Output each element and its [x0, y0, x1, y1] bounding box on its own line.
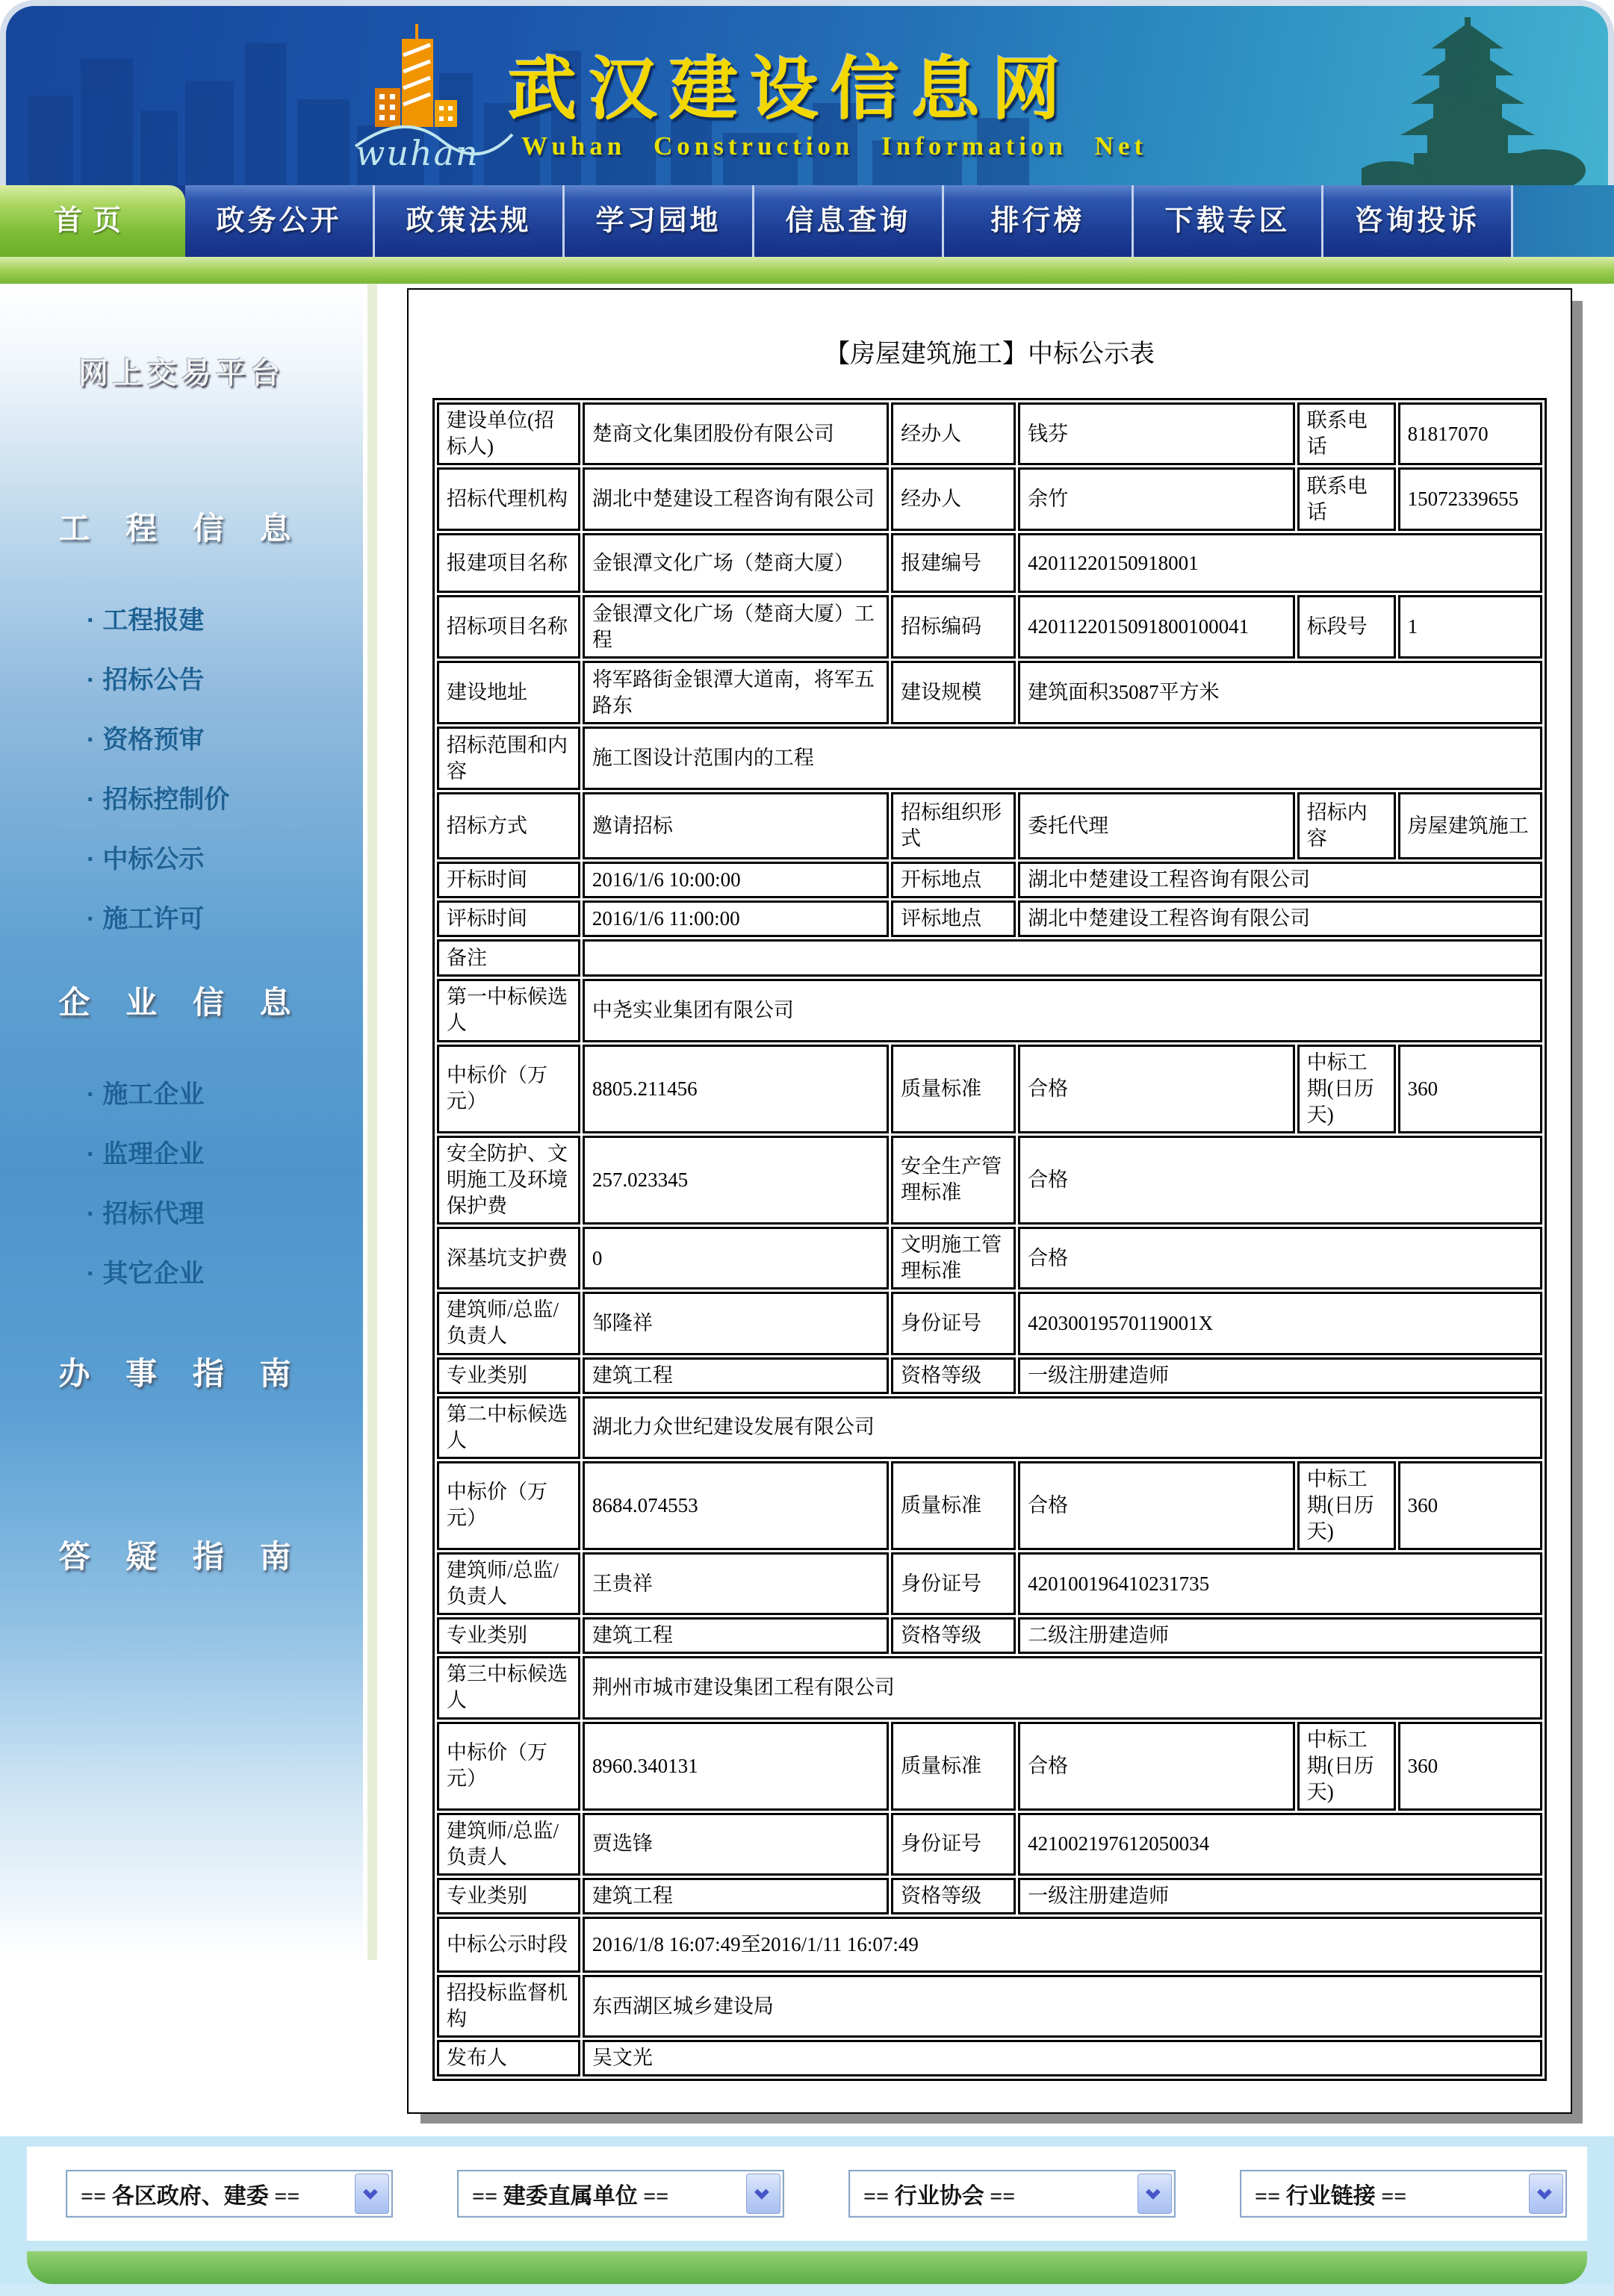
table-value-cell: 2016/1/8 16:07:49至2016/1/11 16:07:49: [583, 1917, 1542, 1973]
nav-tab-3[interactable]: 政策法规: [375, 185, 565, 257]
chevron-down-icon: [363, 2185, 378, 2200]
table-row: [437, 1878, 1542, 1914]
table-value-cell: 经办人: [891, 467, 1016, 531]
footer: [0, 2136, 1614, 2284]
table-value-cell: 0: [583, 1227, 889, 1289]
bullet-icon: ·: [87, 1140, 96, 1169]
sidebar: [0, 284, 363, 1960]
table-value-cell: 将军路街金银潭大道南，将军五路东: [583, 661, 889, 724]
table-value-cell: 257.023345: [583, 1136, 889, 1225]
dropdown-selected-value: == 各区政府、建委 ==: [81, 2184, 300, 2209]
table-value-cell: 8960.340131: [583, 1722, 889, 1811]
sidebar-item-label: 其它企业: [102, 1260, 205, 1288]
table-value-cell: 湖北中楚建设工程咨询有限公司: [1018, 862, 1542, 898]
main-content: [407, 288, 1572, 2136]
table-row: [437, 1357, 1542, 1394]
table-value-cell: 余竹: [1018, 467, 1295, 531]
table-row: [437, 467, 1542, 531]
table-value-cell: 4201122015091800100041: [1018, 595, 1295, 659]
table-value-cell: 合格: [1018, 1136, 1542, 1225]
footer-green-bar: [27, 2251, 1587, 2284]
sidebar-item[interactable]: [87, 1133, 363, 1170]
table-value-cell: 合格: [1018, 1461, 1295, 1550]
table-label-cell: 招标范围和内容: [437, 727, 580, 790]
sidebar-item[interactable]: [87, 839, 363, 875]
table-value-cell: 建筑工程: [583, 1617, 889, 1654]
sidebar-section-title: 答 疑 指 南: [58, 1539, 305, 1574]
table-value-cell: 王贵祥: [583, 1552, 889, 1615]
bullet-icon: ·: [87, 785, 96, 814]
nav-tab-1[interactable]: 首页: [0, 185, 185, 257]
sidebar-item-label: 监理企业: [102, 1140, 205, 1169]
sidebar-item[interactable]: [87, 898, 363, 935]
sidebar-item-label: 中标公示: [102, 845, 205, 874]
table-value-cell: 邹隆祥: [583, 1292, 889, 1354]
table-value-cell: 联系电话: [1297, 402, 1396, 465]
table-value-cell: 邀请招标: [583, 792, 889, 859]
table-value-cell: 身份证号: [891, 1292, 1016, 1354]
table-value-cell: 中标工期(日历天): [1297, 1461, 1396, 1550]
table-row: [437, 1461, 1542, 1550]
footer-dropdown-3[interactable]: [848, 2170, 1176, 2218]
table-row: [437, 1227, 1542, 1289]
table-row: [437, 1917, 1542, 1973]
table-row: [437, 900, 1542, 937]
table-label-cell: 招标代理机构: [437, 467, 580, 531]
table-row: [437, 862, 1542, 898]
table-row: [437, 1617, 1542, 1654]
pagoda-image: [1362, 17, 1586, 185]
table-value-cell: 评标地点: [891, 900, 1016, 937]
table-value-cell: 1: [1398, 595, 1542, 659]
bid-publicity-table: [432, 398, 1547, 2081]
table-value-cell: 报建编号: [891, 533, 1016, 593]
table-label-cell: 开标时间: [437, 862, 580, 898]
table-label-cell: 招标方式: [437, 792, 580, 859]
table-value-cell: 一级注册建造师: [1018, 1878, 1542, 1914]
bullet-icon: ·: [87, 845, 96, 874]
table-value-cell: 招标编码: [891, 595, 1016, 659]
table-label-cell: 建筑师/总监/负责人: [437, 1813, 580, 1876]
footer-bottom-strip: [0, 2284, 1614, 2296]
table-value-cell: 施工图设计范围内的工程: [583, 727, 1542, 790]
body-row: [0, 284, 1614, 2136]
table-value-cell: 荆州市城市建设集团工程有限公司: [583, 1656, 1542, 1719]
table-value-cell: 金银潭文化广场（楚商大厦）工程: [583, 595, 889, 659]
bullet-icon: ·: [87, 666, 96, 694]
main-nav: [0, 185, 1614, 257]
bullet-icon: ·: [87, 905, 96, 933]
sidebar-section-title: 办 事 指 南: [58, 1356, 305, 1391]
table-value-cell: 联系电话: [1297, 467, 1396, 531]
table-value-cell: 招标内容: [1297, 792, 1396, 859]
table-row: [437, 1045, 1542, 1133]
table-value-cell: 42011220150918001: [1018, 533, 1542, 593]
site-logo: [356, 22, 520, 179]
table-row: [437, 2040, 1542, 2076]
table-value-cell: 开标地点: [891, 862, 1016, 898]
bullet-icon: ·: [87, 1200, 96, 1228]
table-value-cell: 15072339655: [1398, 467, 1542, 531]
sidebar-item-label: 招标公告: [102, 666, 205, 694]
dropdown-arrow-button[interactable]: [1529, 2174, 1563, 2214]
table-row: [437, 1396, 1542, 1459]
table-value-cell: 质量标准: [891, 1722, 1016, 1811]
table-value-cell: 文明施工管理标准: [891, 1227, 1016, 1289]
sidebar-item-label: 招标代理: [102, 1200, 205, 1228]
table-value-cell: 建设规模: [891, 661, 1016, 724]
table-label-cell: 专业类别: [437, 1617, 580, 1654]
table-value-cell: 质量标准: [891, 1045, 1016, 1133]
table-value-cell: 360: [1398, 1461, 1542, 1550]
table-title: 【房屋建筑施工】中标公示表: [825, 340, 1155, 368]
table-row: [437, 979, 1542, 1042]
dropdown-selected-value: == 行业链接 ==: [1255, 2184, 1407, 2209]
table-value-cell: 资格等级: [891, 1878, 1016, 1914]
table-value-cell: 招标组织形式: [891, 792, 1016, 859]
table-value-cell: 钱芬: [1018, 402, 1295, 465]
dropdown-arrow-button[interactable]: [1137, 2174, 1172, 2214]
table-row: [437, 661, 1542, 724]
table-value-cell: 金银潭文化广场（楚商大厦）: [583, 533, 889, 593]
table-label-cell: 中标公示时段: [437, 1917, 580, 1973]
nav-tab-2[interactable]: 政务公开: [185, 185, 375, 257]
table-label-cell: 深基坑支护费: [437, 1227, 580, 1289]
dropdown-selected-value: == 行业协会 ==: [863, 2184, 1016, 2209]
table-label-cell: 报建项目名称: [437, 533, 580, 593]
table-row: [437, 1656, 1542, 1719]
sidebar-item[interactable]: [87, 719, 363, 756]
sidebar-section-title: 企 业 信 息: [58, 985, 305, 1020]
table-row: [437, 727, 1542, 790]
table-value-cell: 8684.074553: [583, 1461, 889, 1550]
table-value-cell: 安全生产管理标准: [891, 1136, 1016, 1225]
table-value-cell: 东西湖区城乡建设局: [583, 1975, 1542, 2038]
bullet-icon: ·: [87, 606, 96, 635]
sidebar-item[interactable]: [87, 779, 363, 815]
table-label-cell: 建设地址: [437, 661, 580, 724]
site-title: 武汉建设信息网: [508, 52, 1073, 128]
chevron-down-icon: [1537, 2185, 1552, 2200]
footer-links-panel: [27, 2147, 1587, 2241]
table-row: [437, 1136, 1542, 1225]
table-row: [437, 533, 1542, 593]
nav-tab-7[interactable]: 下载专区: [1134, 185, 1323, 257]
bullet-icon: ·: [87, 1260, 96, 1288]
nav-underline: [0, 257, 1614, 284]
sidebar-platform-title: 网上交易平台: [78, 357, 285, 390]
table-row: [437, 402, 1542, 465]
table-row: [437, 1975, 1542, 2038]
table-value-cell: 贾选锋: [583, 1813, 889, 1876]
table-value-cell: 建筑面积35087平方米: [1018, 661, 1542, 724]
table-value-cell: 360: [1398, 1722, 1542, 1811]
table-value-cell: 吴文光: [583, 2040, 1542, 2076]
table-value-cell: 合格: [1018, 1045, 1295, 1133]
table-label-cell: 专业类别: [437, 1878, 580, 1914]
table-value-cell: 经办人: [891, 402, 1016, 465]
sidebar-item-label: 施工企业: [102, 1080, 205, 1109]
table-row: [437, 792, 1542, 859]
table-value-cell: 身份证号: [891, 1552, 1016, 1615]
sidebar-item[interactable]: [87, 659, 363, 696]
table-label-cell: 中标价（万元）: [437, 1045, 580, 1133]
nav-tab-8[interactable]: 咨询投诉: [1323, 185, 1513, 257]
table-label-cell: 评标时间: [437, 900, 580, 937]
table-label-cell: 招投标监督机构: [437, 1975, 580, 2038]
dropdown-arrow-button[interactable]: [746, 2174, 780, 2214]
table-value-cell: 420100196410231735: [1018, 1552, 1542, 1615]
table-row: [437, 939, 1542, 977]
table-value-cell: 湖北力众世纪建设发展有限公司: [583, 1396, 1542, 1459]
table-value-cell: 建筑工程: [583, 1357, 889, 1394]
table-label-cell: 中标价（万元）: [437, 1722, 580, 1811]
table-row: [437, 1552, 1542, 1615]
table-value-cell: 42030019570119001X: [1018, 1292, 1542, 1354]
table-value-cell: 一级注册建造师: [1018, 1357, 1542, 1394]
table-label-cell: 安全防护、文明施工及环境保护费: [437, 1136, 580, 1225]
sidebar-item[interactable]: [87, 1193, 363, 1230]
footer-dropdown-2[interactable]: [457, 2170, 784, 2218]
footer-dropdown-1[interactable]: [66, 2170, 393, 2218]
footer-dropdown-4[interactable]: [1240, 2170, 1567, 2218]
logo-script-text: wuhan: [356, 133, 479, 173]
dropdown-arrow-button[interactable]: [355, 2174, 389, 2214]
sidebar-item-label: 工程报建: [102, 606, 205, 635]
table-value-cell: 二级注册建造师: [1018, 1617, 1542, 1654]
table-label-cell: 专业类别: [437, 1357, 580, 1394]
site-header: [6, 6, 1608, 185]
table-value-cell: 81817070: [1398, 402, 1542, 465]
table-value-cell: [583, 939, 1542, 977]
bullet-icon: ·: [87, 1080, 96, 1109]
table-row: [437, 1813, 1542, 1876]
table-value-cell: 委托代理: [1018, 792, 1295, 859]
table-value-cell: 2016/1/6 10:00:00: [583, 862, 889, 898]
table-value-cell: 身份证号: [891, 1813, 1016, 1876]
sidebar-item[interactable]: [87, 1074, 363, 1110]
table-value-cell: 资格等级: [891, 1357, 1016, 1394]
table-value-cell: 2016/1/6 11:00:00: [583, 900, 889, 937]
table-value-cell: 中标工期(日历天): [1297, 1045, 1396, 1133]
table-value-cell: 湖北中楚建设工程咨询有限公司: [583, 467, 889, 531]
table-value-cell: 建筑工程: [583, 1878, 889, 1914]
table-value-cell: 资格等级: [891, 1617, 1016, 1654]
content-panel: [407, 288, 1572, 2114]
table-label-cell: 第二中标候选人: [437, 1396, 580, 1459]
table-label-cell: 发布人: [437, 2040, 580, 2076]
table-value-cell: 房屋建筑施工: [1398, 792, 1542, 859]
sidebar-item-label: 招标控制价: [102, 785, 230, 814]
table-label-cell: 建筑师/总监/负责人: [437, 1552, 580, 1615]
table-value-cell: 湖北中楚建设工程咨询有限公司: [1018, 900, 1542, 937]
nav-tab-5[interactable]: 信息查询: [754, 185, 944, 257]
table-value-cell: 8805.211456: [583, 1045, 889, 1133]
sidebar-item[interactable]: [87, 1253, 363, 1289]
table-label-cell: 建筑师/总监/负责人: [437, 1292, 580, 1354]
table-value-cell: 360: [1398, 1045, 1542, 1133]
table-value-cell: 合格: [1018, 1227, 1542, 1289]
dropdown-selected-value: == 建委直属单位 ==: [472, 2184, 669, 2209]
site-subtitle: Wuhan Construction Information Net: [521, 131, 1148, 161]
table-label-cell: 第三中标候选人: [437, 1656, 580, 1719]
sidebar-item-label: 资格预审: [102, 726, 205, 754]
table-label-cell: 第一中标候选人: [437, 979, 580, 1042]
sidebar-divider: [367, 284, 377, 1960]
chevron-down-icon: [754, 2185, 769, 2200]
table-value-cell: 质量标准: [891, 1461, 1016, 1550]
table-label-cell: 备注: [437, 939, 580, 977]
table-value-cell: 合格: [1018, 1722, 1295, 1811]
table-value-cell: 标段号: [1297, 595, 1396, 659]
table-value-cell: 楚商文化集团股份有限公司: [583, 402, 889, 465]
sidebar-item[interactable]: [87, 600, 363, 636]
nav-tab-4[interactable]: 学习园地: [565, 185, 754, 257]
table-row: [437, 595, 1542, 659]
table-label-cell: 建设单位(招标人): [437, 402, 580, 465]
table-row: [437, 1292, 1542, 1354]
table-label-cell: 中标价（万元）: [437, 1461, 580, 1550]
table-value-cell: 中标工期(日历天): [1297, 1722, 1396, 1811]
table-row: [437, 1722, 1542, 1811]
table-label-cell: 招标项目名称: [437, 595, 580, 659]
header-frame: [0, 0, 1614, 185]
table-value-cell: 421002197612050034: [1018, 1813, 1542, 1876]
sidebar-section-title: 工 程 信 息: [58, 511, 305, 546]
nav-tab-6[interactable]: 排行榜: [944, 185, 1134, 257]
sidebar-item-label: 施工许可: [102, 905, 205, 933]
chevron-down-icon: [1146, 2185, 1161, 2200]
table-value-cell: 中尧实业集团有限公司: [583, 979, 1542, 1042]
bullet-icon: ·: [87, 726, 96, 754]
